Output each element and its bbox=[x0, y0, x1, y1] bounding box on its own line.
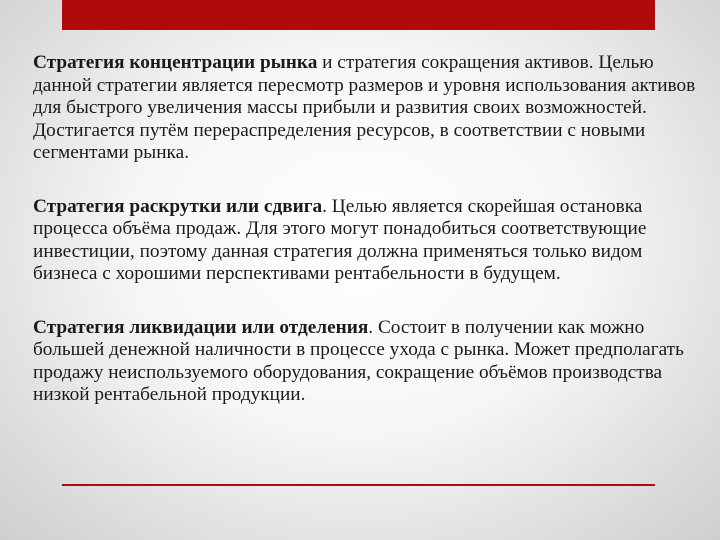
paragraph-text: . Состоит в получении как можно большей денежной наличности в процессе ухода с рынка. Может предполагать продажу неиспользуемого оборудования, сокращение объёмов производства низкой рентабельной продукции. bbox=[33, 316, 684, 405]
paragraph-text: . Целью является скорейшая остановка процесса объёма продаж. Для этого могут понадобиться соответствующие инвестиции, поэтому данная стратегия должна применяться только видом бизнеса с хорошими перспективами рентабельности в будущем. bbox=[33, 195, 647, 284]
bottom-divider-line bbox=[62, 484, 655, 486]
paragraph-text: и стратегия сокращения активов. Целью данной стратегии является пересмотр размеров и уровня использования активов для быстрого увеличения массы прибыли и развития своих возможностей. Достигается путём перераспределения ресурсов, в соответствии с новыми сегментами рынка. bbox=[33, 52, 696, 163]
paragraph-term: Стратегия концентрации рынка bbox=[33, 52, 318, 73]
paragraph-term: Стратегия раскрутки или сдвига bbox=[33, 195, 323, 217]
paragraph-term: Стратегия ликвидации или отделения bbox=[33, 316, 369, 338]
top-accent-bar bbox=[62, 0, 655, 30]
paragraph-turnaround-strategy bbox=[33, 196, 703, 286]
slide-body bbox=[33, 52, 703, 407]
paragraph-liquidation-strategy bbox=[33, 317, 703, 407]
paragraph-concentration-strategy bbox=[33, 52, 703, 165]
